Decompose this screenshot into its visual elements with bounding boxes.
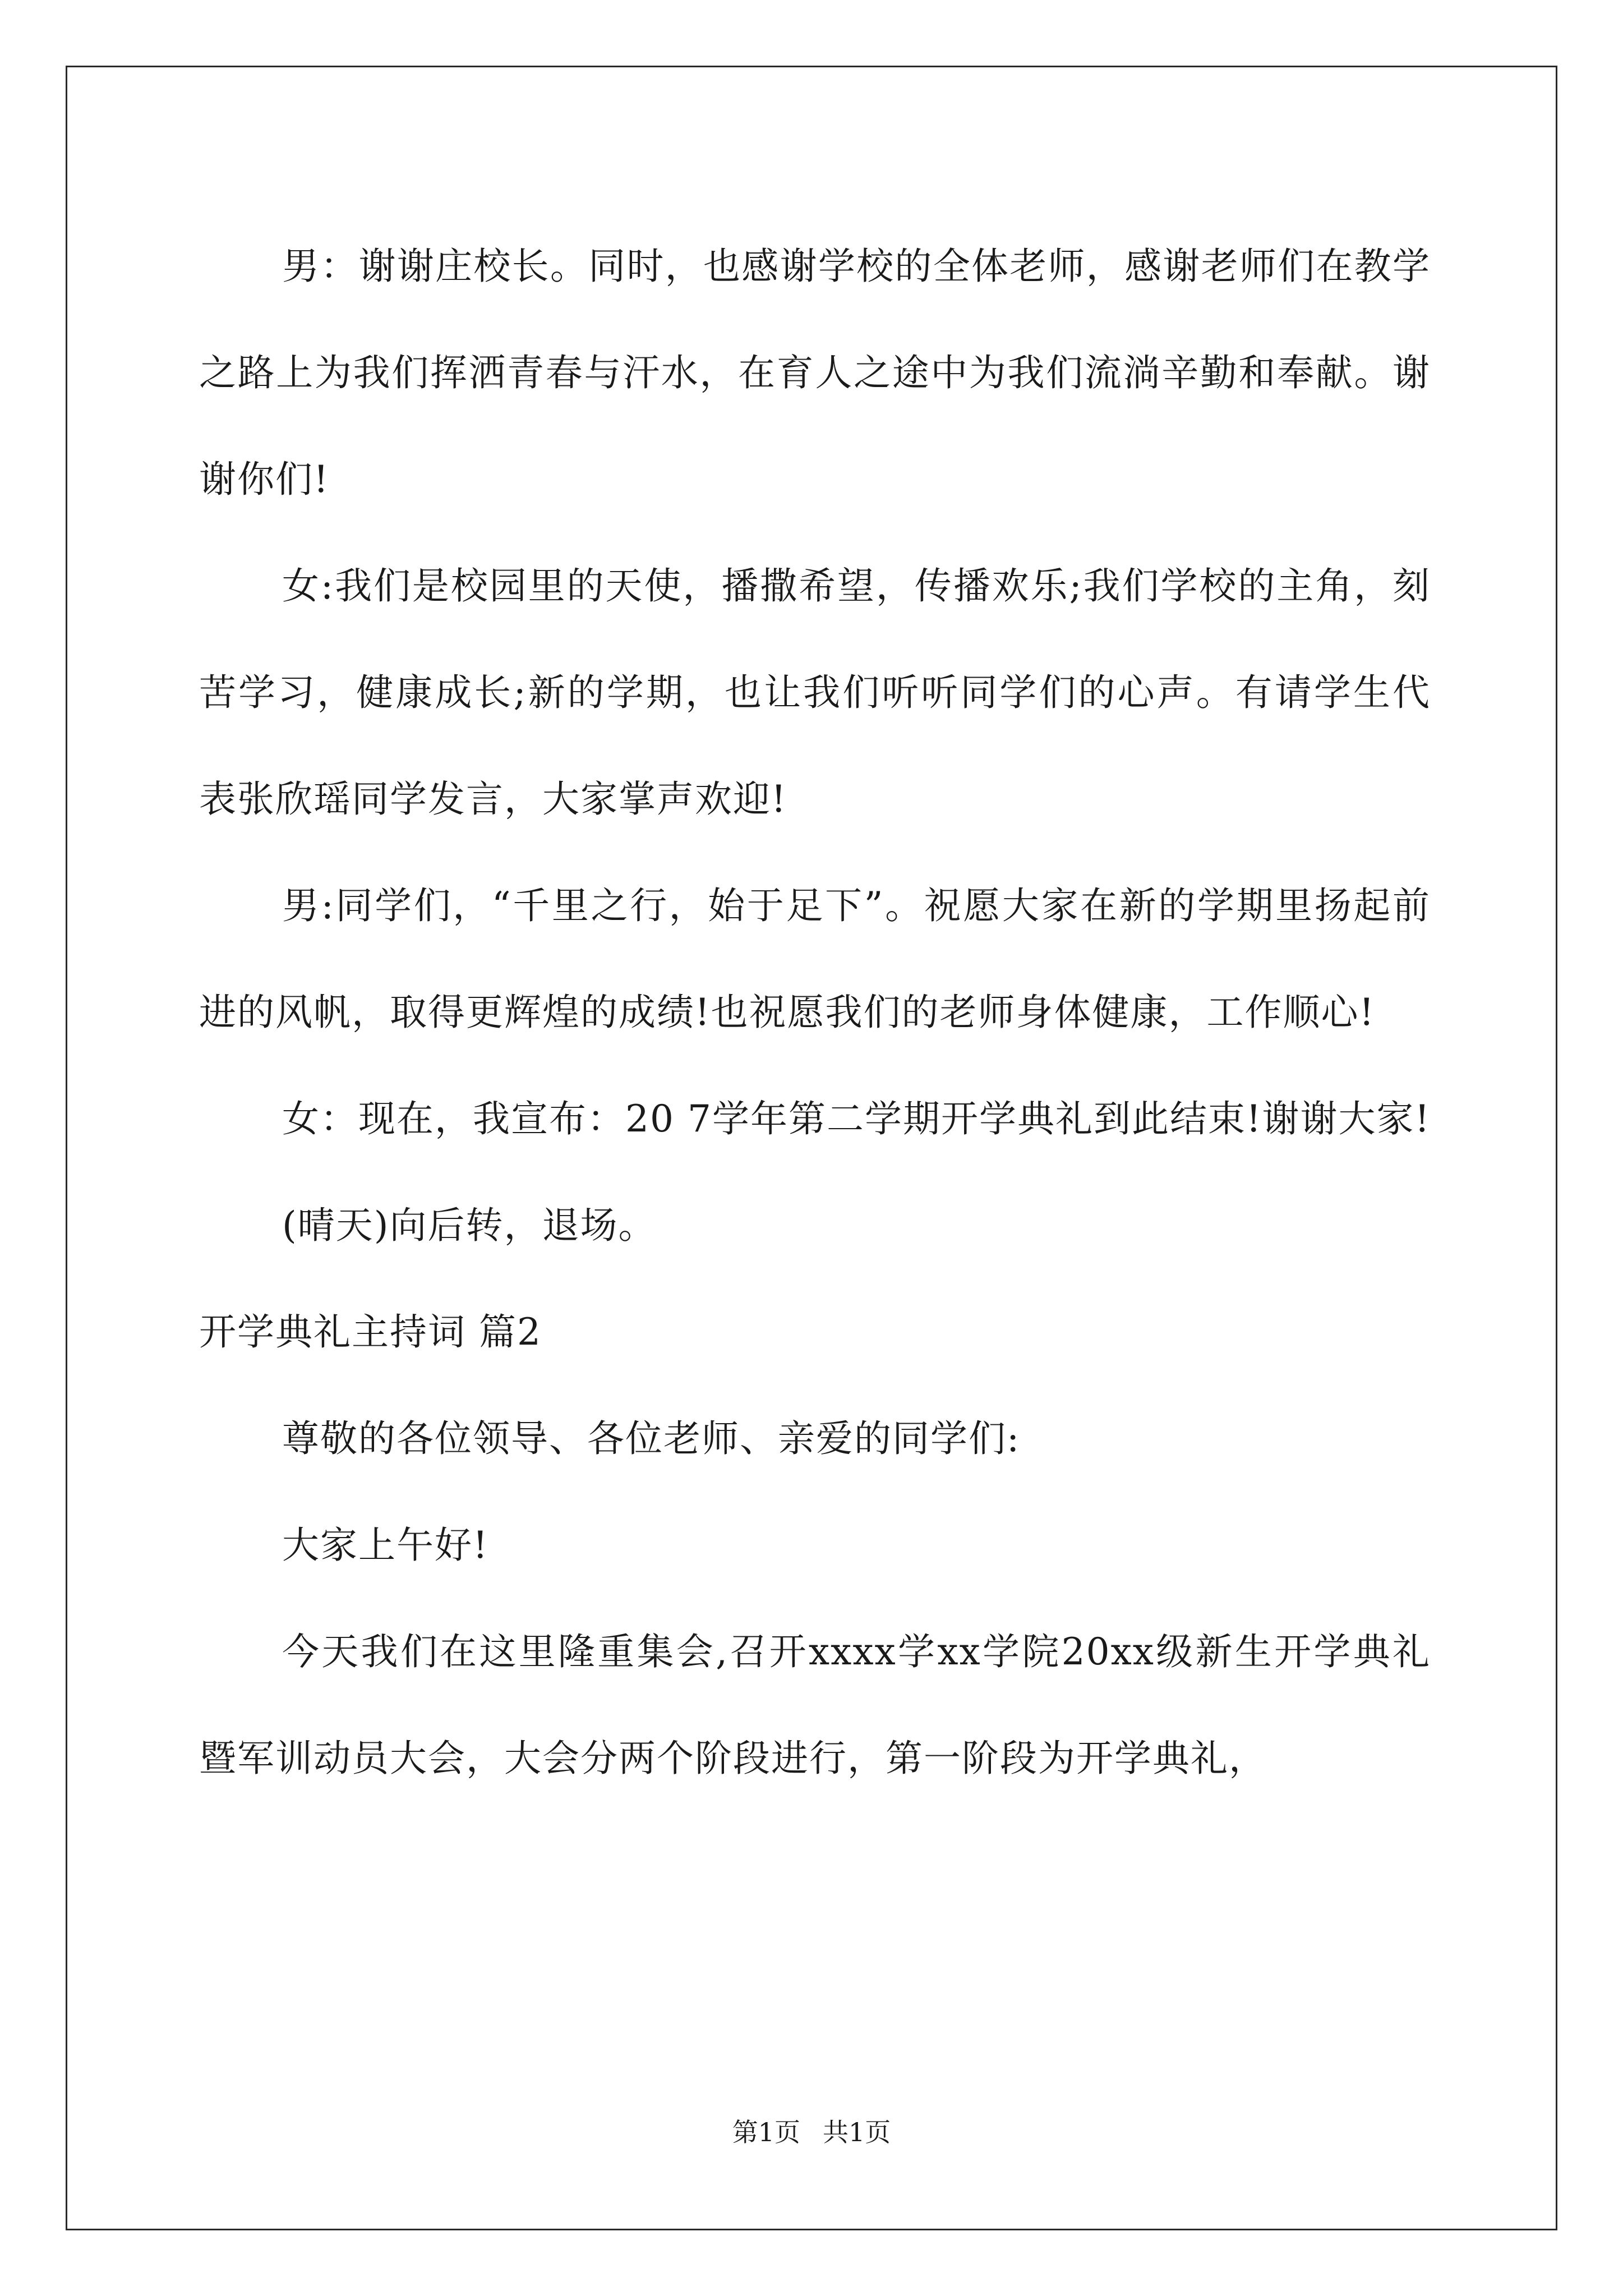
paragraph-male-thanks: 男：谢谢庄校长。同时，也感谢学校的全体老师，感谢老师们在教学之路上为我们挥洒青春与汗水，在育人之途中为我们流淌辛勤和奉献。谢谢你们! xyxy=(199,245,1431,501)
section-heading: 开学典礼主持词 篇2 xyxy=(199,1310,542,1354)
paragraph-female-closing: 女：现在，我宣布：20 7学年第二学期开学典礼到此结束!谢谢大家! xyxy=(282,1097,1431,1140)
page-number: 第1页 xyxy=(732,2117,800,2147)
paragraph-exit: (晴天)向后转，退场。 xyxy=(282,1204,657,1247)
page-footer xyxy=(0,2112,1623,2149)
paragraph-greeting: 大家上午好! xyxy=(282,1524,489,1567)
paragraph-salutation: 尊敬的各位领导、各位老师、亲爱的同学们: xyxy=(282,1417,1021,1460)
page-total: 共1页 xyxy=(823,2117,891,2147)
paragraph-female-student-intro: 女:我们是校园里的天使，播撒希望，传播欢乐;我们学校的主角，刻苦学习，健康成长;新的学期，也让我们听听同学们的心声。有请学生代表张欣瑶同学发言，大家掌声欢迎! xyxy=(199,564,1431,821)
paragraph-male-wishes: 男:同学们，“千里之行，始于足下”。祝愿大家在新的学期里扬起前进的风帆，取得更辉煌的成绩!也祝愿我们的老师身体健康，工作顺心! xyxy=(199,884,1431,1034)
document-body xyxy=(199,213,1431,1812)
paragraph-opening: 今天我们在这里隆重集会,召开xxxx学xx学院20xx级新生开学典礼暨军训动员大会，大会分两个阶段进行，第一阶段为开学典礼， xyxy=(199,1630,1431,1780)
